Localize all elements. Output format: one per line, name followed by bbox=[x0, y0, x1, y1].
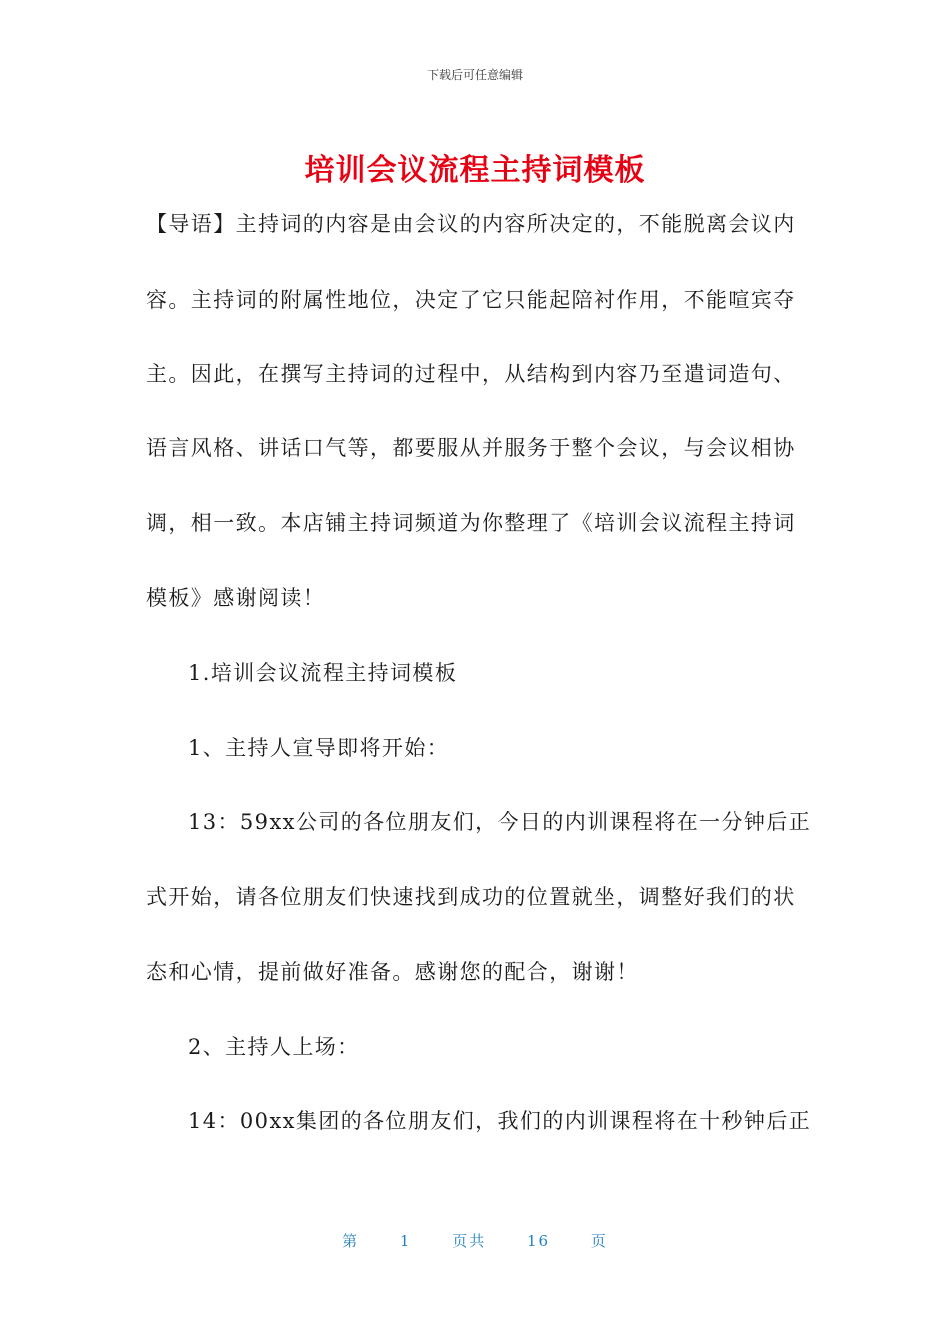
header-note: 下载后可任意编辑 bbox=[426, 68, 523, 82]
body-line: 13：59xx公司的各位朋友们，今日的内训课程将在一分钟后正 bbox=[188, 810, 812, 834]
body-line: 容。主持词的附属性地位，决定了它只能起陪衬作用，不能喧宾夺 bbox=[146, 288, 796, 312]
body-line: 语言风格、讲话口气等，都要服从并服务于整个会议，与会议相协 bbox=[146, 436, 796, 460]
footer-page-mid: 页共 bbox=[452, 1232, 487, 1250]
step-heading: 2、主持人上场： bbox=[188, 1035, 360, 1059]
body-line: 调，相一致。本店铺主持词频道为你整理了《培训会议流程主持词 bbox=[146, 511, 796, 535]
footer-total-pages: 16 bbox=[527, 1232, 551, 1250]
page-footer bbox=[0, 1230, 950, 1251]
footer-page-number: 1 bbox=[399, 1232, 412, 1250]
footer-page-label: 第 bbox=[342, 1232, 360, 1250]
body-line: 14：00xx集团的各位朋友们，我们的内训课程将在十秒钟后正 bbox=[188, 1109, 812, 1133]
body-line: 【导语】主持词的内容是由会议的内容所决定的，不能脱离会议内 bbox=[146, 212, 796, 236]
body-line: 式开始，请各位朋友们快速找到成功的位置就坐，调整好我们的状 bbox=[146, 885, 796, 909]
body-line: 主。因此，在撰写主持词的过程中，从结构到内容乃至遣词造句、 bbox=[146, 362, 796, 386]
document-title: 培训会议流程主持词模板 bbox=[304, 153, 646, 188]
body-line: 模板》感谢阅读！ bbox=[146, 586, 326, 610]
section-heading: 1.培训会议流程主持词模板 bbox=[188, 661, 458, 685]
body-line: 态和心情，提前做好准备。感谢您的配合，谢谢！ bbox=[146, 960, 639, 984]
step-heading: 1、主持人宣导即将开始： bbox=[188, 736, 450, 760]
footer-page-suffix: 页 bbox=[590, 1232, 608, 1250]
